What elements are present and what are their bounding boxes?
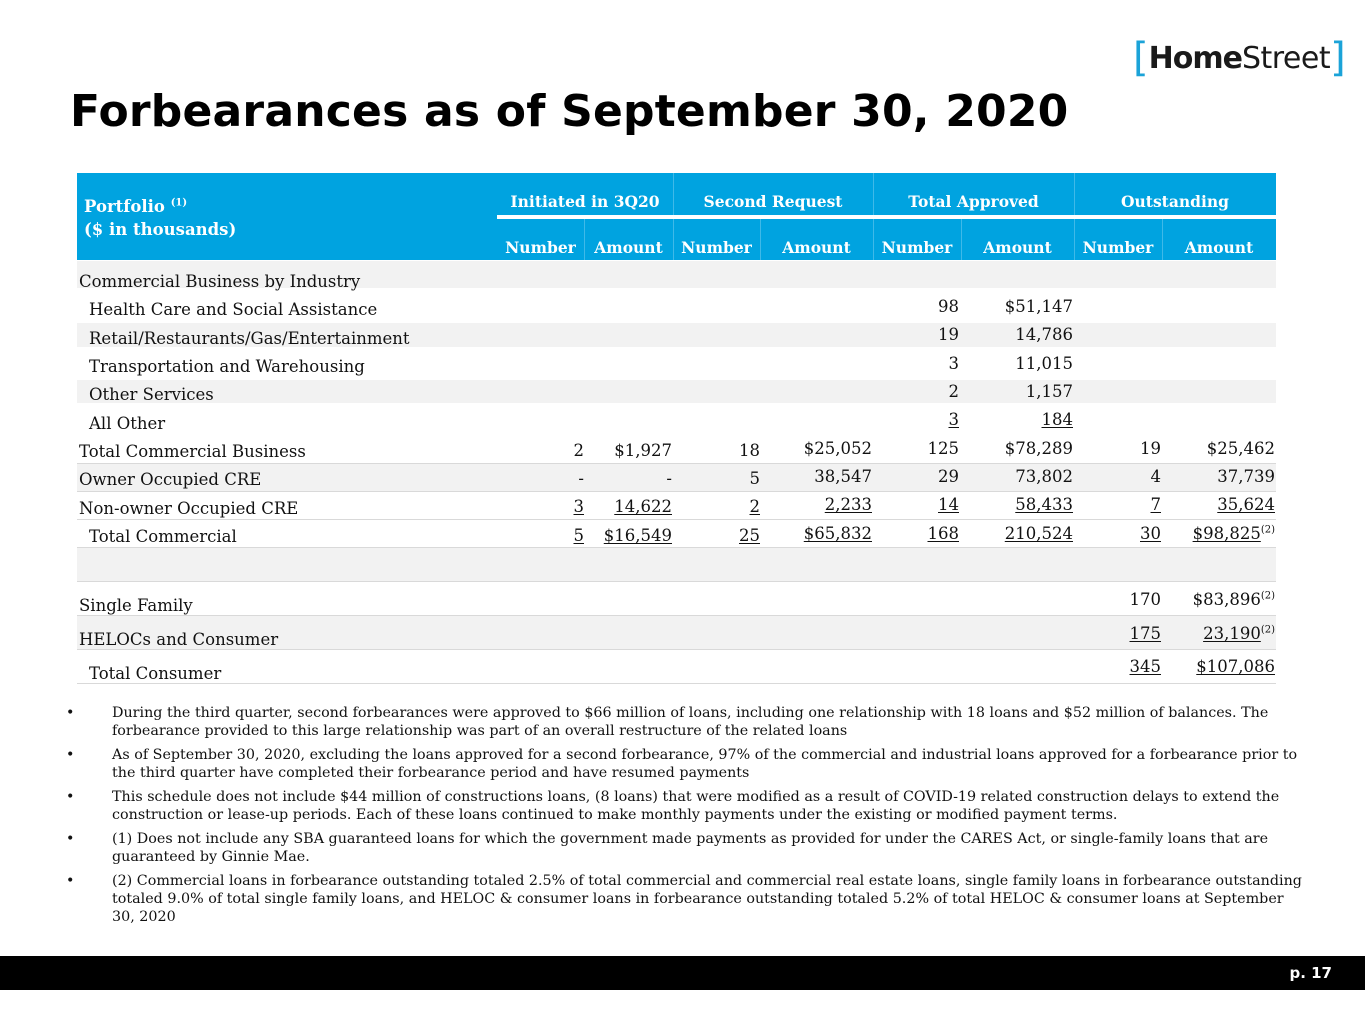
note-text: (2) Commercial loans in forbearance outstanding totaled 2.5% of total commercial and commercial real estate loans, single family loans in forbearance outstanding totaled 9.0% of total single family loans, and HELOC & consumer loans in forbearance outstanding totaled 5.2% of total HELOC & consumer loans at September 30, 2020 bbox=[112, 873, 1302, 925]
note-text: This schedule does not include $44 million of constructions loans, (8 loans) that were modified as a result of COVID-19 related construction delays to extend the construction or lease-up periods. Each of these loans continued to make monthly payments under the existing or modified payment terms. bbox=[112, 789, 1280, 823]
header-sub-number: Number bbox=[505, 238, 576, 257]
logo-bracket-right: ] bbox=[1330, 35, 1346, 81]
row-label: Non-owner Occupied CRE bbox=[79, 499, 299, 518]
cell-amount: 1,157 bbox=[1025, 382, 1073, 401]
cell-number: 30 bbox=[1140, 524, 1161, 543]
row-label: Owner Occupied CRE bbox=[79, 470, 262, 489]
cell-amount: $1,927 bbox=[614, 441, 672, 460]
note-item bbox=[66, 746, 1306, 782]
cell-number: 2 bbox=[948, 382, 959, 401]
row-label: Single Family bbox=[79, 596, 193, 615]
header-group-second-request: Second Request bbox=[703, 192, 843, 211]
cell-number: 29 bbox=[938, 467, 959, 486]
cell-amount-with-note bbox=[1193, 524, 1275, 543]
footnote-marker: (2) bbox=[1260, 524, 1275, 536]
header-portfolio-note: (1) bbox=[170, 197, 188, 209]
row-label: Health Care and Social Assistance bbox=[89, 300, 378, 319]
bullet: • bbox=[66, 789, 75, 805]
cell-amount-with-note bbox=[1203, 624, 1275, 643]
cell-amount: 210,524 bbox=[1004, 524, 1073, 543]
header-sub-amount: Amount bbox=[594, 238, 663, 257]
header-sep bbox=[673, 173, 674, 215]
row-band bbox=[77, 520, 1276, 548]
row-label: Retail/Restaurants/Gas/Entertainment bbox=[89, 329, 410, 348]
page-title: Forbearances as of September 30, 2020 bbox=[70, 86, 1069, 137]
cell-number: 19 bbox=[1140, 439, 1161, 458]
cell-amount: 23,190 bbox=[1203, 624, 1261, 643]
cell-number: 2 bbox=[749, 497, 760, 516]
cell-amount: 14,786 bbox=[1015, 325, 1073, 344]
logo-bracket-left: [ bbox=[1133, 35, 1149, 81]
header-group-total-approved: Total Approved bbox=[908, 192, 1039, 211]
footnote-marker: (2) bbox=[1260, 590, 1275, 602]
cell-amount-with-note bbox=[1193, 590, 1275, 609]
header-portfolio-label: Portfolio bbox=[84, 197, 165, 216]
cell-amount: $51,147 bbox=[1004, 297, 1073, 316]
cell-amount: $65,832 bbox=[803, 524, 872, 543]
row-band bbox=[77, 582, 1276, 616]
cell-number: 18 bbox=[739, 441, 760, 460]
row-label: All Other bbox=[89, 414, 166, 433]
notes-list bbox=[66, 704, 1306, 932]
header-sep bbox=[1074, 173, 1075, 215]
note-text: During the third quarter, second forbearances were approved to $66 million of loans, including one relationship with 18 loans and $52 million of balances. The forbearance provided to this large relationship was part of an overall restructure of the related loans bbox=[112, 705, 1269, 739]
cell-amount: 14,622 bbox=[614, 497, 672, 516]
cell-number: 125 bbox=[927, 439, 959, 458]
cell-number: 3 bbox=[948, 354, 959, 373]
bullet: • bbox=[66, 831, 75, 847]
cell-amount: 37,739 bbox=[1217, 467, 1275, 486]
cell-amount: $83,896 bbox=[1192, 590, 1261, 609]
cell-amount: 2,233 bbox=[824, 495, 872, 514]
cell-amount: $25,052 bbox=[803, 439, 872, 458]
homestreet-logo bbox=[1133, 32, 1346, 81]
cell-amount: $107,086 bbox=[1196, 657, 1275, 676]
note-item bbox=[66, 704, 1306, 740]
cell-number: 14 bbox=[938, 495, 959, 514]
row-label: Total Commercial bbox=[89, 527, 237, 546]
cell-amount: $16,549 bbox=[603, 526, 672, 545]
bullet: • bbox=[66, 873, 75, 889]
cell-number: 170 bbox=[1129, 590, 1161, 609]
footnote-marker: (2) bbox=[1260, 624, 1275, 636]
cell-number: 5 bbox=[573, 526, 584, 545]
cell-number: 345 bbox=[1129, 657, 1161, 676]
cell-number: 5 bbox=[749, 469, 760, 488]
cell-number: 98 bbox=[938, 297, 959, 316]
header-sub-number: Number bbox=[681, 238, 752, 257]
header-units: ($ in thousands) bbox=[84, 220, 237, 239]
row-band bbox=[77, 380, 1276, 403]
cell-amount: 73,802 bbox=[1015, 467, 1073, 486]
header-group-initiated: Initiated in 3Q20 bbox=[510, 192, 660, 211]
header-sub-amount: Amount bbox=[983, 238, 1052, 257]
row-band bbox=[77, 650, 1276, 684]
header-sub-number: Number bbox=[1082, 238, 1154, 257]
note-item bbox=[66, 872, 1306, 926]
cell-number: 175 bbox=[1129, 624, 1161, 643]
cell-number: 4 bbox=[1150, 467, 1161, 486]
bullet: • bbox=[66, 705, 75, 721]
cell-number: - bbox=[578, 469, 584, 488]
header-sep bbox=[873, 173, 874, 215]
cell-amount: 58,433 bbox=[1015, 495, 1073, 514]
bullet: • bbox=[66, 747, 75, 763]
cell-number: 19 bbox=[938, 325, 959, 344]
row-label: Other Services bbox=[89, 385, 214, 404]
cell-number: 3 bbox=[573, 497, 584, 516]
cell-amount: $78,289 bbox=[1004, 439, 1073, 458]
header-sub-number: Number bbox=[881, 238, 953, 257]
cell-amount: 38,547 bbox=[814, 467, 872, 486]
cell-number: 25 bbox=[739, 526, 760, 545]
row-label: Commercial Business by Industry bbox=[79, 272, 361, 291]
header-sub-amount: Amount bbox=[782, 238, 851, 257]
header-sub-amount: Amount bbox=[1184, 238, 1254, 257]
row-label: Total Consumer bbox=[89, 664, 222, 683]
logo-text-home: Home bbox=[1148, 41, 1242, 76]
cell-number: 3 bbox=[948, 410, 959, 429]
cell-amount: 184 bbox=[1041, 410, 1073, 429]
row-label: HELOCs and Consumer bbox=[79, 630, 279, 649]
cell-amount: 11,015 bbox=[1015, 354, 1073, 373]
header-group-outstanding: Outstanding bbox=[1121, 192, 1229, 211]
cell-number: 168 bbox=[927, 524, 959, 543]
row-band bbox=[77, 548, 1276, 582]
cell-amount: $98,825 bbox=[1192, 524, 1261, 543]
logo-text-street: Street bbox=[1241, 41, 1331, 76]
note-text: (1) Does not include any SBA guaranteed loans for which the government made payments as provided for under the CARES Act, or single-family loans that are guaranteed by Ginnie Mae. bbox=[112, 831, 1269, 865]
cell-amount: - bbox=[666, 469, 672, 488]
header-portfolio bbox=[84, 197, 187, 216]
cell-amount: $25,462 bbox=[1206, 439, 1275, 458]
page-number: p. 17 bbox=[1289, 964, 1332, 982]
note-text: As of September 30, 2020, excluding the loans approved for a second forbearance, 97% of the commercial and industrial loans approved for a forbearance prior to the third quarter have completed their forbearance period and have resumed payments bbox=[112, 747, 1298, 781]
cell-amount: 35,624 bbox=[1217, 495, 1275, 514]
header-divider bbox=[497, 215, 1276, 219]
row-label: Transportation and Warehousing bbox=[89, 357, 365, 376]
cell-number: 7 bbox=[1150, 495, 1161, 514]
row-label: Total Commercial Business bbox=[79, 442, 306, 461]
footer-bar bbox=[0, 956, 1365, 990]
note-item bbox=[66, 788, 1306, 824]
cell-number: 2 bbox=[573, 441, 584, 460]
note-item bbox=[66, 830, 1306, 866]
